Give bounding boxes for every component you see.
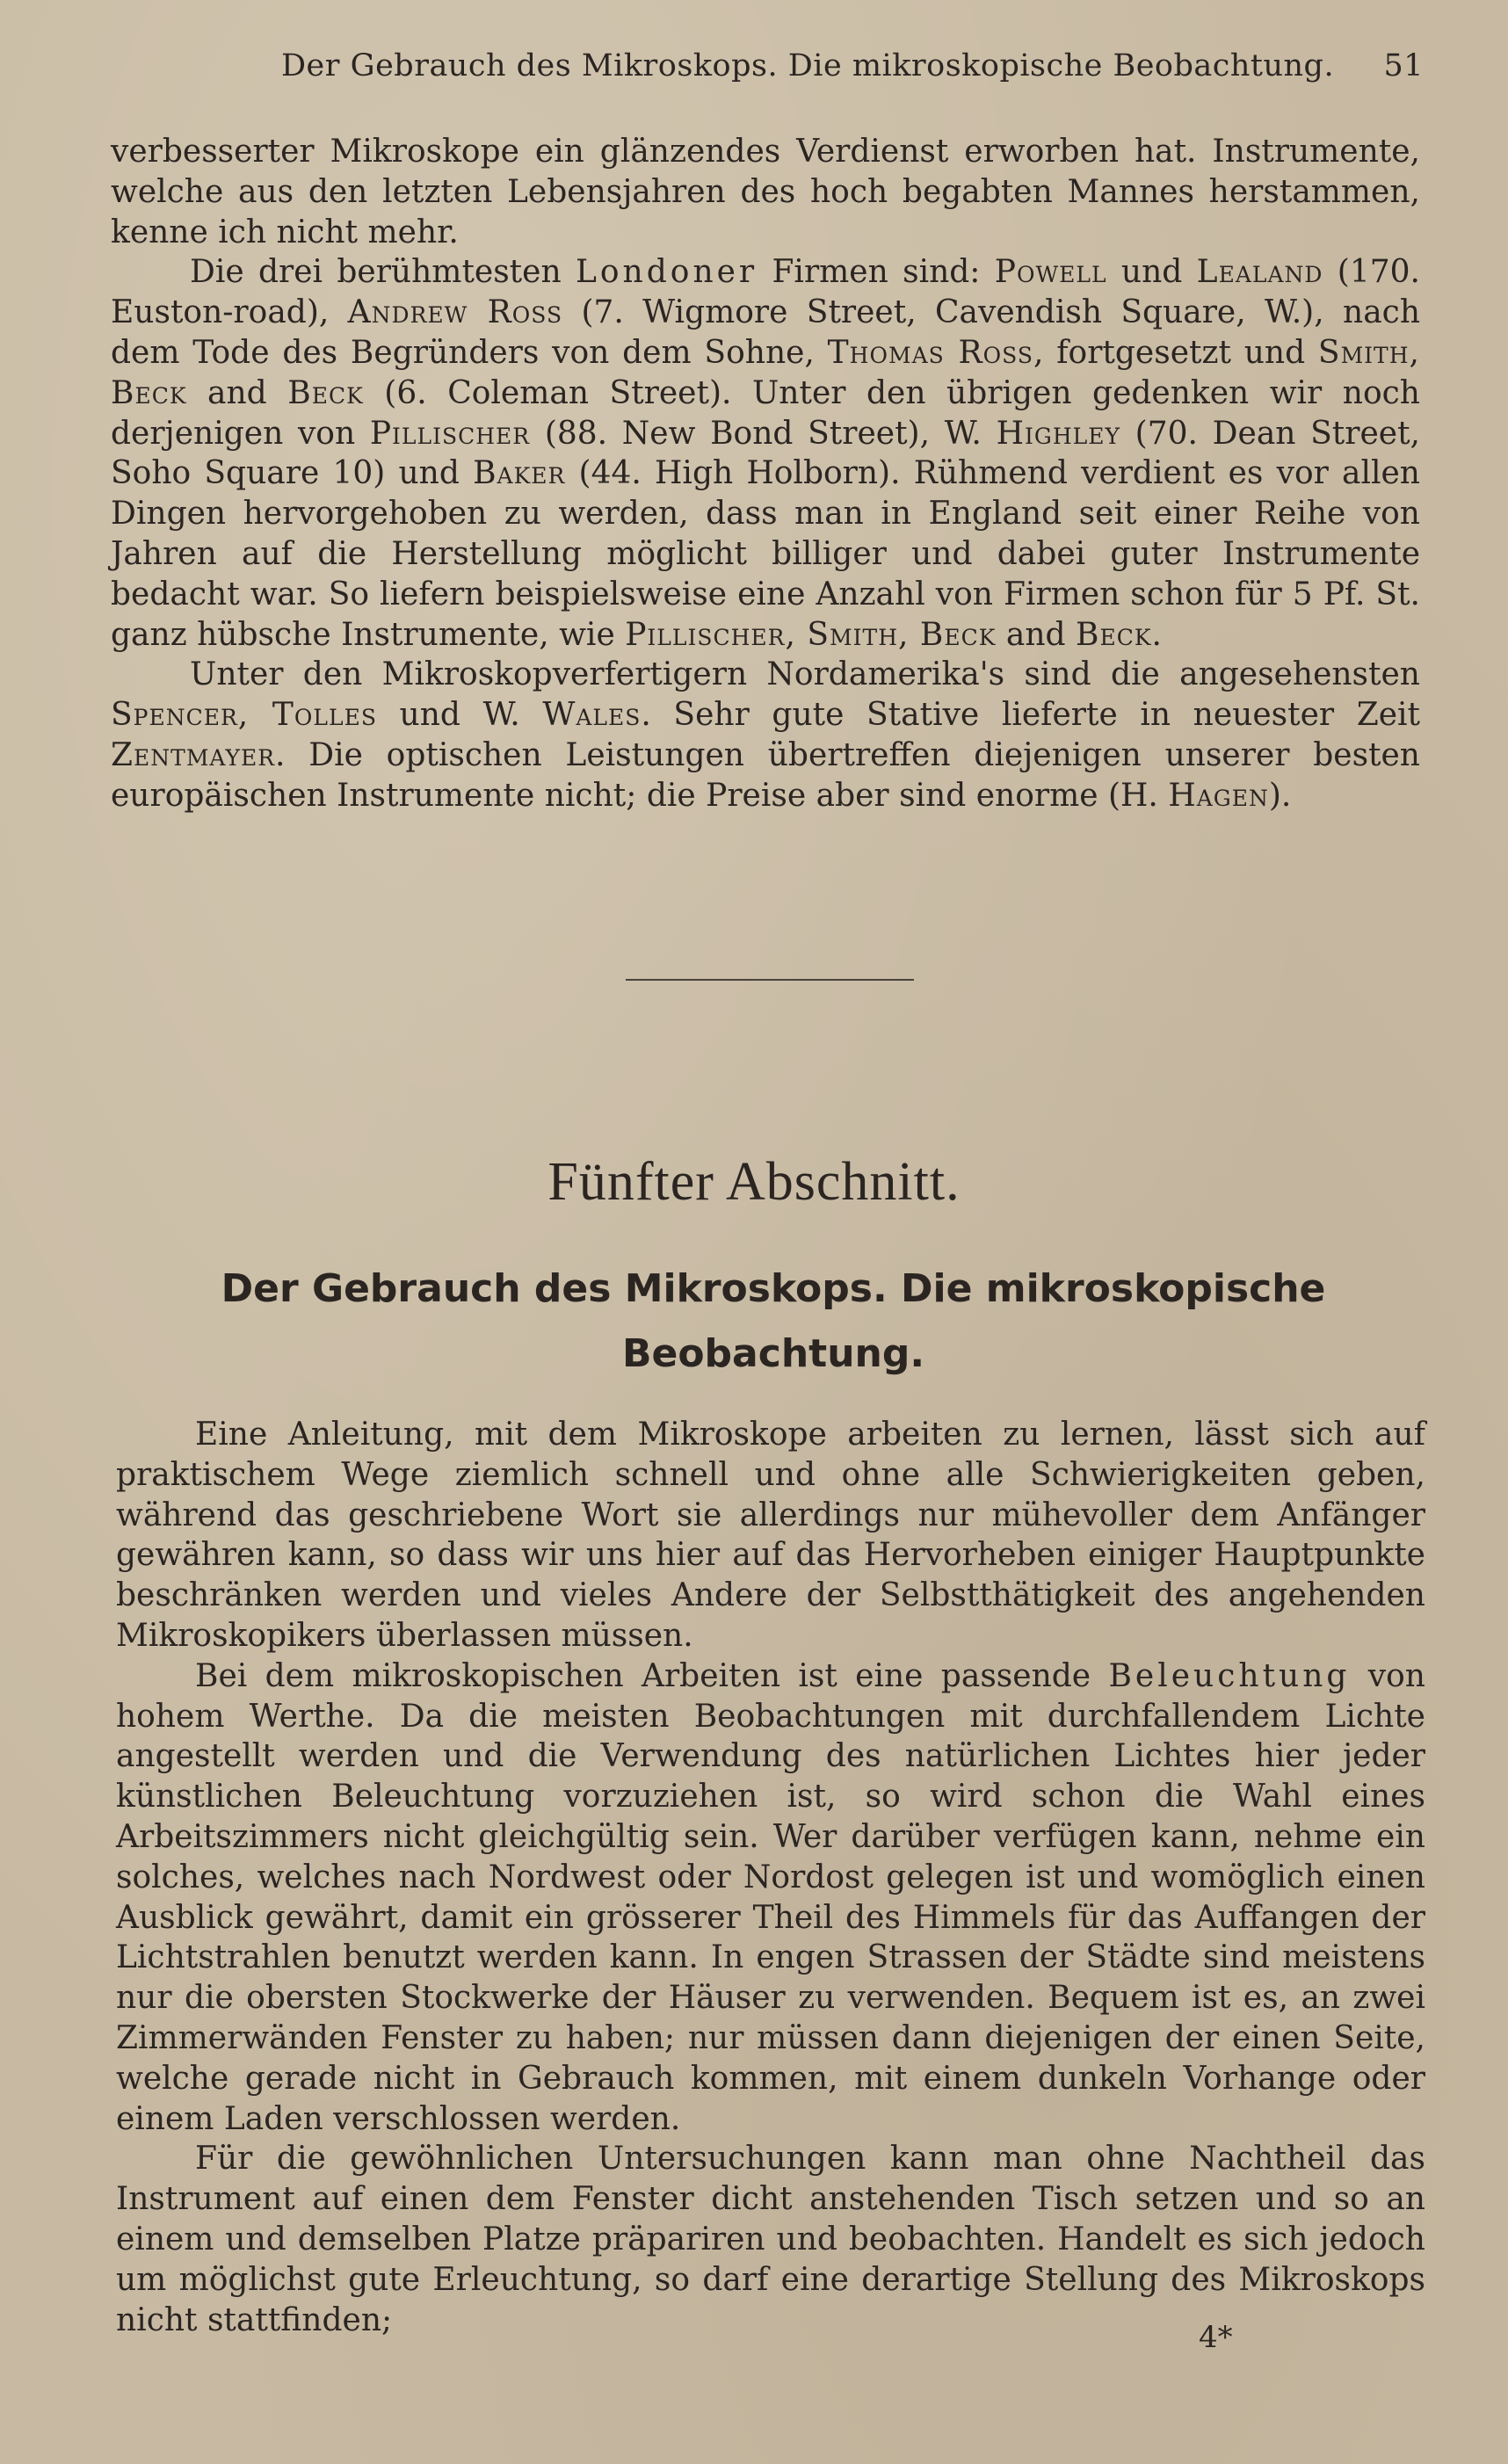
- name-lealand: Lealand: [1196, 254, 1323, 291]
- name-thomas-ross: Thomas Ross: [827, 334, 1033, 371]
- section-divider: [626, 979, 914, 981]
- name-wales: Wales: [542, 697, 642, 734]
- page-number: 51: [1383, 48, 1424, 83]
- emphasis-beleuchtung: Beleuchtung: [1108, 1657, 1351, 1694]
- signature-mark: 4*: [1199, 2320, 1233, 2355]
- chapter-subtitle-line-2: Beobachtung.: [621, 1331, 925, 1376]
- text-span: (70. Dean Street, Soho Square 10) und: [111, 415, 1421, 492]
- paragraph-6: Für die gewöhnlichen Untersuchungen kann man ohne Nachtheil das Instrument auf einen dem Fenster dicht anstehenden Tisch setzen und so an einem und demselben Platze präpariren und beobachten. Handelt es sich jedoch um möglichst gute Erleuchtung, so darf eine derartige Stellung des Mikroskops nicht stattfinden;: [116, 2141, 1425, 2338]
- name-beck-2: Beck: [1076, 616, 1152, 653]
- emphasis-londoner: Londoner: [575, 254, 758, 291]
- paragraph-3: [111, 655, 1420, 815]
- text-span: ).: [1268, 777, 1292, 814]
- text-span: und: [1106, 254, 1197, 291]
- paragraph-2: [111, 252, 1420, 655]
- text-span: von hohem Werthe. Da die meisten Beobachtungen mit durchfallendem Lichte angestellt werden und die Verwendung des natürlichen Lichtes hier jeder künstlichen Beleuchtung vorzuziehen ist, so wird schon die Wahl eines Arbeitszimmers nicht gleichgültig sein. Wer darüber verfügen kann, nehme ein solches, welches nach Nordwest oder Nordost gelegen ist und womöglich einen Ausblick gewährt, damit ein grösserer Theil des Himmels für das Auffangen der Lichtstrahlen benutzt werden kann. In engen Strassen der Städte sind meistens nur die obersten Stockwerke der Häuser zu verwenden. Bequem ist es, an zwei Zimmerwänden Fenster zu haben; nur müssen dann diejenigen der einen Seite, welche gerade nicht in Gebrauch kommen, mit einem dunkeln Vorhange oder einem Laden verschlossen werden.: [116, 1657, 1425, 2137]
- chapter-subtitle-line-1: Der Gebrauch des Mikroskops. Die mikroskopische: [221, 1266, 1326, 1311]
- name-spencer-tolles: Spencer, Tolles: [111, 697, 377, 734]
- section-2-text: [116, 1415, 1425, 2340]
- name-hagen: Hagen: [1168, 777, 1269, 814]
- name-beck: Beck: [287, 374, 364, 411]
- text-span: (170. Euston-road),: [111, 254, 1420, 331]
- text-span: und W.: [376, 697, 543, 734]
- text-span: Firmen sind:: [758, 254, 995, 291]
- name-baker: Baker: [473, 455, 566, 492]
- text-span: Die drei berühmtesten: [190, 254, 576, 291]
- chapter-subtitle: [158, 1257, 1388, 1387]
- paragraph-4: Eine Anleitung, mit dem Mikroskope arbeiten zu lernen, lässt sich auf praktischem Wege ziemlich schnell und ohne alle Schwierigkeiten geben, während das geschriebene Wort sie allerdings nur mühevoller dem Anfänger gewähren kann, so dass wir uns hier auf das Hervorheben einiger Hauptpunkte beschränken werden und vieles Andere der Selbstthätigkeit des angehenden Mikroskopikers überlassen müssen.: [116, 1417, 1425, 1654]
- name-zentmayer: Zentmayer: [111, 736, 276, 773]
- name-powell: Powell: [994, 254, 1107, 291]
- text-span: Unter den Mikroskopverfertigern Nordamerika's sind die angesehensten: [190, 656, 1420, 693]
- name-andrew-ross: Andrew Ross: [347, 294, 563, 331]
- name-highley: Highley: [996, 415, 1120, 452]
- name-pillischer-smith-beck: Pillischer, Smith, Beck: [625, 616, 997, 653]
- chapter-title: Fünfter Abschnitt.: [547, 1152, 961, 1212]
- text-span: (6. Coleman Street). Unter den übrigen gedenken wir noch derjenigen von: [111, 374, 1420, 452]
- text-span: .: [1151, 616, 1162, 653]
- text-span: . Sehr gute Stative lieferte in neuester Zeit: [641, 697, 1421, 734]
- text-span: Bei dem mikroskopischen Arbeiten ist eine passende: [195, 1657, 1109, 1694]
- name-pillischer: Pillischer: [369, 415, 531, 452]
- text-span: (44. High Holborn). Rühmend verdient es vor allen Dingen hervorgehoben zu werden, dass man in England seit einer Reihe von Jahren auf die Herstellung möglicht billiger und dabei guter Instrumente bedacht war. So liefern beispielsweise eine Anzahl von Firmen schon für 5 Pf. St. ganz hübsche Instrumente, wie: [111, 455, 1420, 653]
- running-head-title: Der Gebrauch des Mikroskops. Die mikroskopische Beobachtung.: [281, 48, 1335, 83]
- text-span: , fortgesetzt und: [1033, 334, 1318, 371]
- text-span: and: [996, 616, 1076, 653]
- paragraph-1: verbesserter Mikroskope ein glänzendes Verdienst erworben hat. Instrumente, welche aus den letzten Lebensjahren des hoch begabten Mannes herstammen, kenne ich nicht mehr.: [111, 134, 1420, 250]
- paragraph-5: [116, 1656, 1425, 2140]
- text-span: (7. Wigmore Street, Cavendish Square, W.), nach dem Tode des Begründers von dem Sohne,: [111, 294, 1421, 371]
- section-1-text: [111, 132, 1420, 816]
- text-span: . Die optischen Leistungen übertreffen diejenigen unserer besten europäischen Instrumente nicht; die Preise aber sind enorme (H.: [111, 736, 1420, 814]
- name-smith-beck: Smith, Beck: [111, 334, 1420, 411]
- running-head: [105, 48, 1424, 92]
- text-span: and: [186, 374, 288, 411]
- text-span: (88. New Bond Street), W.: [530, 415, 997, 452]
